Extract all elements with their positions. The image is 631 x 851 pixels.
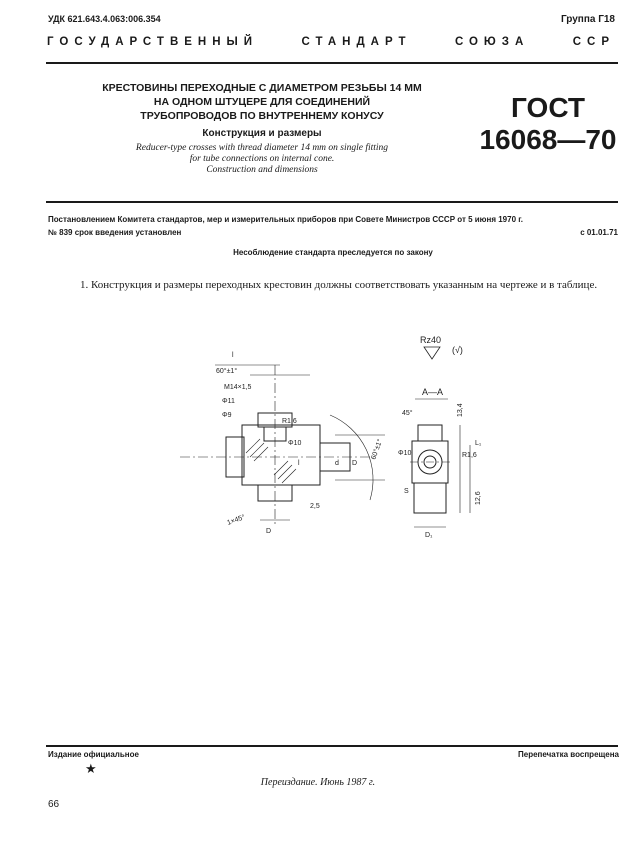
- decree-line: Постановлением Комитета стандартов, мер и измерительных приборов при Совете Министров СССР от 5 июня 1970 г.: [48, 215, 523, 224]
- angle-label: 45°: [402, 410, 413, 417]
- banner-word: ССР: [572, 36, 615, 48]
- s-label: S: [404, 488, 409, 495]
- dia-label: D₁: [425, 532, 433, 539]
- dim-label: 12,6: [475, 491, 482, 505]
- dia-label: Φ11: [222, 398, 235, 405]
- dia-label: D: [266, 528, 272, 535]
- banner-word: ГОСУДАРСТВЕННЫЙ: [47, 36, 259, 48]
- footer-divider: [46, 745, 618, 747]
- decree: [48, 213, 618, 239]
- top-divider: [46, 62, 618, 64]
- angle-label: 60°±1°: [216, 368, 238, 375]
- dim-l-label: l: [298, 460, 300, 467]
- title-ru: [72, 81, 452, 123]
- dim-label: L₁: [475, 440, 482, 447]
- angle-label: 60°±1°: [370, 438, 385, 461]
- title-ru-line: НА ОДНОМ ШТУЦЕРЕ ДЛЯ СОЕДИНЕНИЙ: [153, 96, 371, 108]
- section-label: А—А: [422, 387, 444, 397]
- title-en-line: Reducer-type crosses with thread diameter 14 mm on single fitting: [135, 143, 389, 153]
- decree-line: № 839 срок введения установлен: [48, 228, 182, 237]
- gost-number: 16068—70: [479, 124, 617, 155]
- dia-label: Φ10: [398, 450, 412, 457]
- radius-label: R1,6: [282, 418, 297, 425]
- title-divider: [46, 201, 618, 203]
- star-icon: ★: [85, 761, 97, 776]
- title-ru-line: ТРУБОПРОВОДОВ ПО ВНУТРЕННЕМУ КОНУСУ: [140, 110, 384, 122]
- angle-arc: [330, 415, 373, 500]
- depth-label: 2,5: [310, 503, 320, 510]
- title-subtitle: Конструкция и размеры: [202, 128, 322, 139]
- dia-label: Φ9: [222, 412, 232, 419]
- technical-drawing: [170, 325, 610, 555]
- banner-word: СТАНДАРТ: [301, 36, 412, 48]
- roughness-label: Rz40: [420, 335, 442, 345]
- official-edition: Издание официальное: [48, 750, 139, 759]
- group-code: Группа Г18: [560, 14, 615, 25]
- body-paragraph: 1. Конструкция и размеры переходных крестовин должны соответствовать указанным на чертеже и в таблице.: [80, 279, 598, 291]
- thread-label: М14×1,5: [224, 384, 252, 391]
- radius-label: R1,6: [462, 452, 477, 459]
- title-en-line: Construction and dimensions: [206, 165, 318, 175]
- dia-label: D: [352, 460, 358, 467]
- gost-name: ГОСТ: [511, 92, 585, 123]
- dia-label: Φ10: [288, 440, 302, 447]
- dia-label: d: [335, 460, 339, 467]
- standard-banner: [47, 36, 615, 48]
- udk-code: УДК 621.643.4.063:006.354: [48, 14, 161, 24]
- reprint-note: Переиздание. Июнь 1987 г.: [260, 777, 376, 788]
- title-ru-line: КРЕСТОВИНЫ ПЕРЕХОДНЫЕ С ДИАМЕТРОМ РЕЗЬБЫ 14 ММ: [102, 82, 422, 94]
- dim-label: 13,4: [457, 403, 464, 417]
- title-en-line: for tube connections on internal cone.: [189, 154, 335, 164]
- banner-word: СОЮЗА: [454, 36, 530, 48]
- roughness-paren: (√): [452, 345, 463, 355]
- page-number: 66: [48, 799, 60, 810]
- reprint-prohibited: Перепечатка воспрещена: [518, 750, 619, 759]
- dim-l-label: l: [232, 352, 234, 359]
- chamfer-label: 1×45°: [226, 513, 247, 527]
- effective-date: с 01.01.71: [580, 228, 618, 237]
- legal-notice: Несоблюдение стандарта преследуется по закону: [233, 248, 433, 257]
- gost-designation: [478, 92, 618, 156]
- title-en: [72, 143, 452, 176]
- section-view-a-a: [398, 335, 482, 539]
